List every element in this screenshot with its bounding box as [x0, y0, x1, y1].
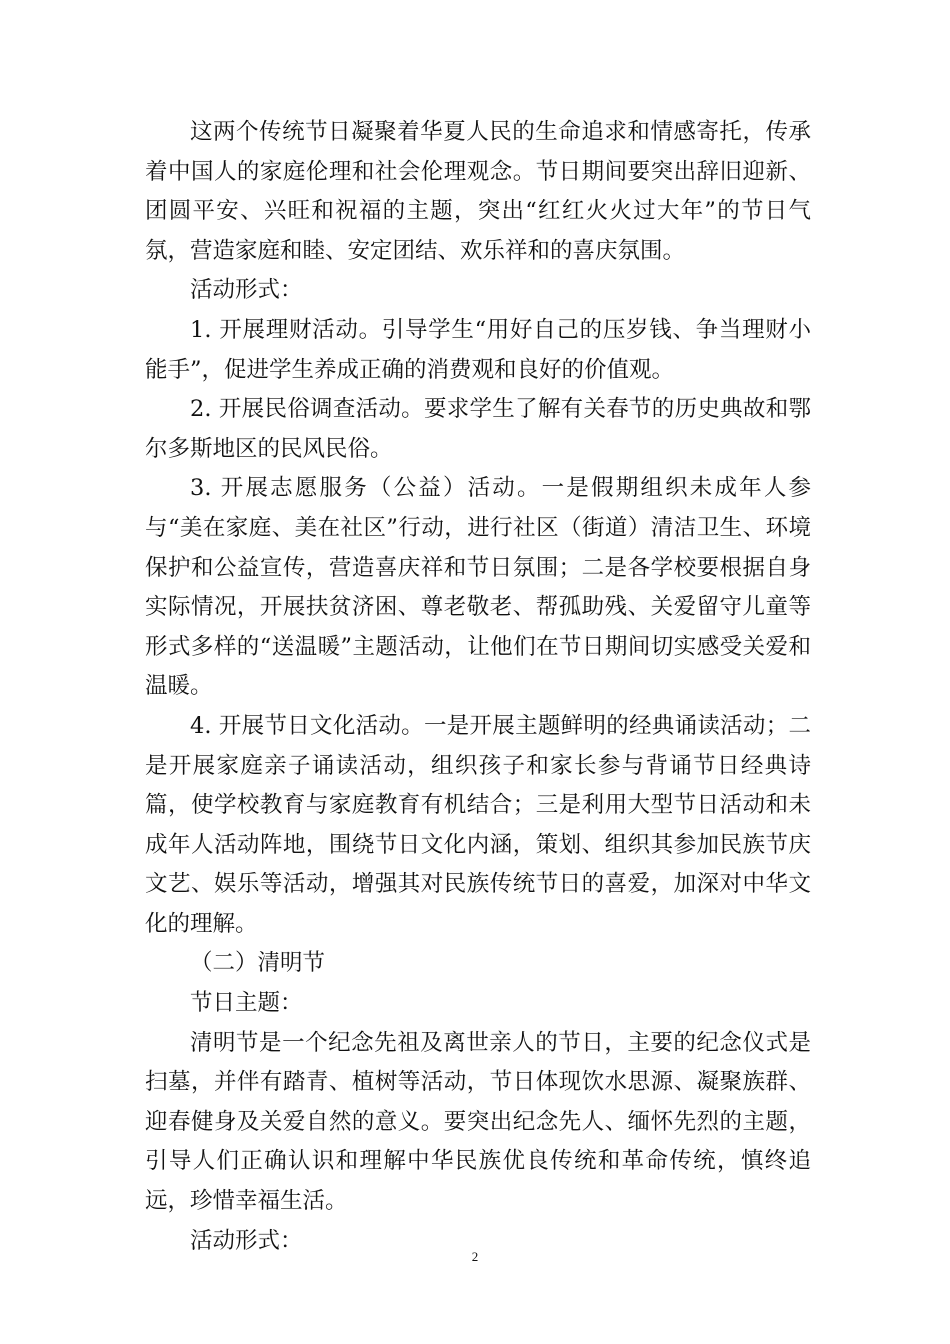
paragraph-item-4: 4. 开展节日文化活动。一是开展主题鲜明的经典诵读活动；二是开展家庭亲子诵读活动，组织孩子和家长参与背诵节日经典诗篇，使学校教育与家庭教育有机结合；三是利用大型节日活动和未成年人活动阵地，围绕节日文化内涵，策划、组织其参加民族节庆文艺、娱乐等活动，增强其对民族传统节日的喜爱，加深对中华文化的理解。 — [145, 712, 811, 937]
paragraph-festival-theme-heading: 节日主题： — [190, 990, 303, 1017]
page-number: 2 — [471, 1249, 479, 1264]
paragraph-intro: 这两个传统节日凝聚着华夏人民的生命追求和情感寄托，传承着中国人的家庭伦理和社会伦理观念。节日期间要突出辞旧迎新、团圆平安、兴旺和祝福的主题，突出“红红火火过大年”的节日气氛，营造家庭和睦、安定团结、欢乐祥和的喜庆氛围。 — [145, 119, 811, 264]
paragraph-activity-form-heading: 活动形式： — [190, 277, 303, 304]
document-body — [145, 113, 811, 1261]
paragraph-qingming-description: 清明节是一个纪念先祖及离世亲人的节日，主要的纪念仪式是扫墓，并伴有踏青、植树等活动，节日体现饮水思源、凝聚族群、迎春健身及关爱自然的意义。要突出纪念先人、缅怀先烈的主题，引导人们正确认识和理解中华民族优良传统和革命传统，慎终追远，珍惜幸福生活。 — [145, 1029, 811, 1215]
paragraph-item-1: 1. 开展理财活动。引导学生“用好自己的压岁钱、争当理财小能手”，促进学生养成正确的消费观和良好的价值观。 — [145, 316, 811, 383]
paragraph-activity-form-heading-2: 活动形式： — [190, 1227, 303, 1254]
paragraph-item-2: 2. 开展民俗调查活动。要求学生了解有关春节的历史典故和鄂尔多斯地区的民风民俗。 — [145, 396, 811, 462]
paragraph-item-3: 3. 开展志愿服务（公益）活动。一是假期组织未成年人参与“美在家庭、美在社区”行动，进行社区（街道）清洁卫生、环境保护和公益宣传，营造喜庆祥和节日氛围；二是各学校要根据自身实际情况，开展扶贫济困、尊老敬老、帮孤助残、关爱留守儿童等形式多样的“送温暖”主题活动，让他们在节日期间切实感受关爱和温暖。 — [145, 475, 811, 700]
section-heading-qingming: （二）清明节 — [190, 950, 326, 977]
